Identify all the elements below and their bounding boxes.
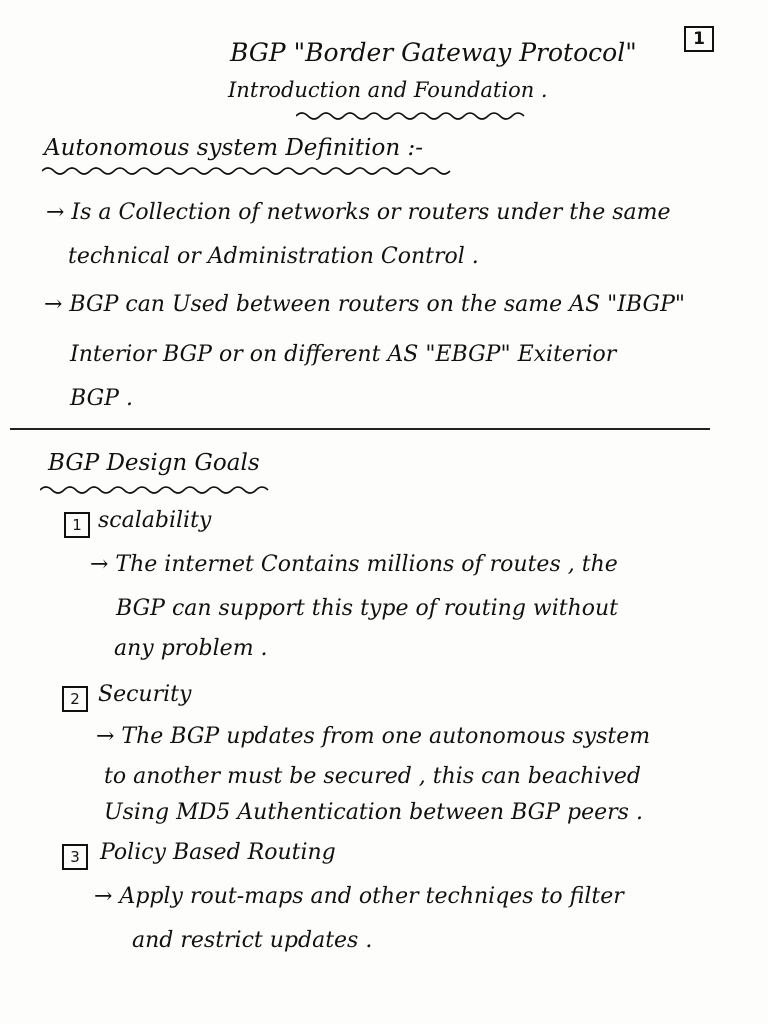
section1-line-4: Interior BGP or on different AS "EBGP" Exiterior [70, 342, 617, 367]
subtitle-underline [296, 110, 526, 122]
page-title: BGP "Border Gateway Protocol" [230, 38, 637, 67]
goal-title-3: Policy Based Routing [100, 840, 336, 865]
section-divider [10, 428, 710, 430]
goal-number-3: 3 [62, 844, 88, 870]
goal-2-line-2: to another must be secured , this can beachived [104, 764, 642, 789]
goal-1-line-3: any problem . [114, 636, 268, 661]
section1-line-2: technical or Administration Control . [68, 244, 479, 269]
goal-number-2: 2 [62, 686, 88, 712]
goal-1-line-2: BGP can support this type of routing without [116, 596, 619, 621]
section1-line-5: BGP . [70, 386, 133, 411]
goal-3-line-1: → Apply rout-maps and other techniqes to filter [94, 884, 624, 909]
section2-underline [40, 484, 274, 496]
goal-number-1: 1 [64, 512, 90, 538]
section1-underline [42, 165, 452, 177]
goal-1-line-1: → The internet Contains millions of routes , the [90, 552, 618, 577]
section1-line-1: → Is a Collection of networks or routers under the same [46, 200, 671, 225]
goal-3-line-2: and restrict updates . [132, 928, 373, 953]
goal-2-line-3: Using MD5 Authentication between BGP peers . [104, 800, 643, 825]
goal-title-1: scalability [98, 508, 212, 533]
page-number-box: 1 [684, 26, 714, 52]
section2-heading: BGP Design Goals [48, 450, 260, 476]
section1-line-3: → BGP can Used between routers on the same AS "IBGP" [44, 292, 686, 317]
page-subtitle: Introduction and Foundation . [228, 78, 548, 102]
section1-heading: Autonomous system Definition :- [44, 135, 423, 161]
goal-title-2: Security [98, 682, 192, 707]
goal-2-line-1: → The BGP updates from one autonomous system [96, 724, 651, 749]
